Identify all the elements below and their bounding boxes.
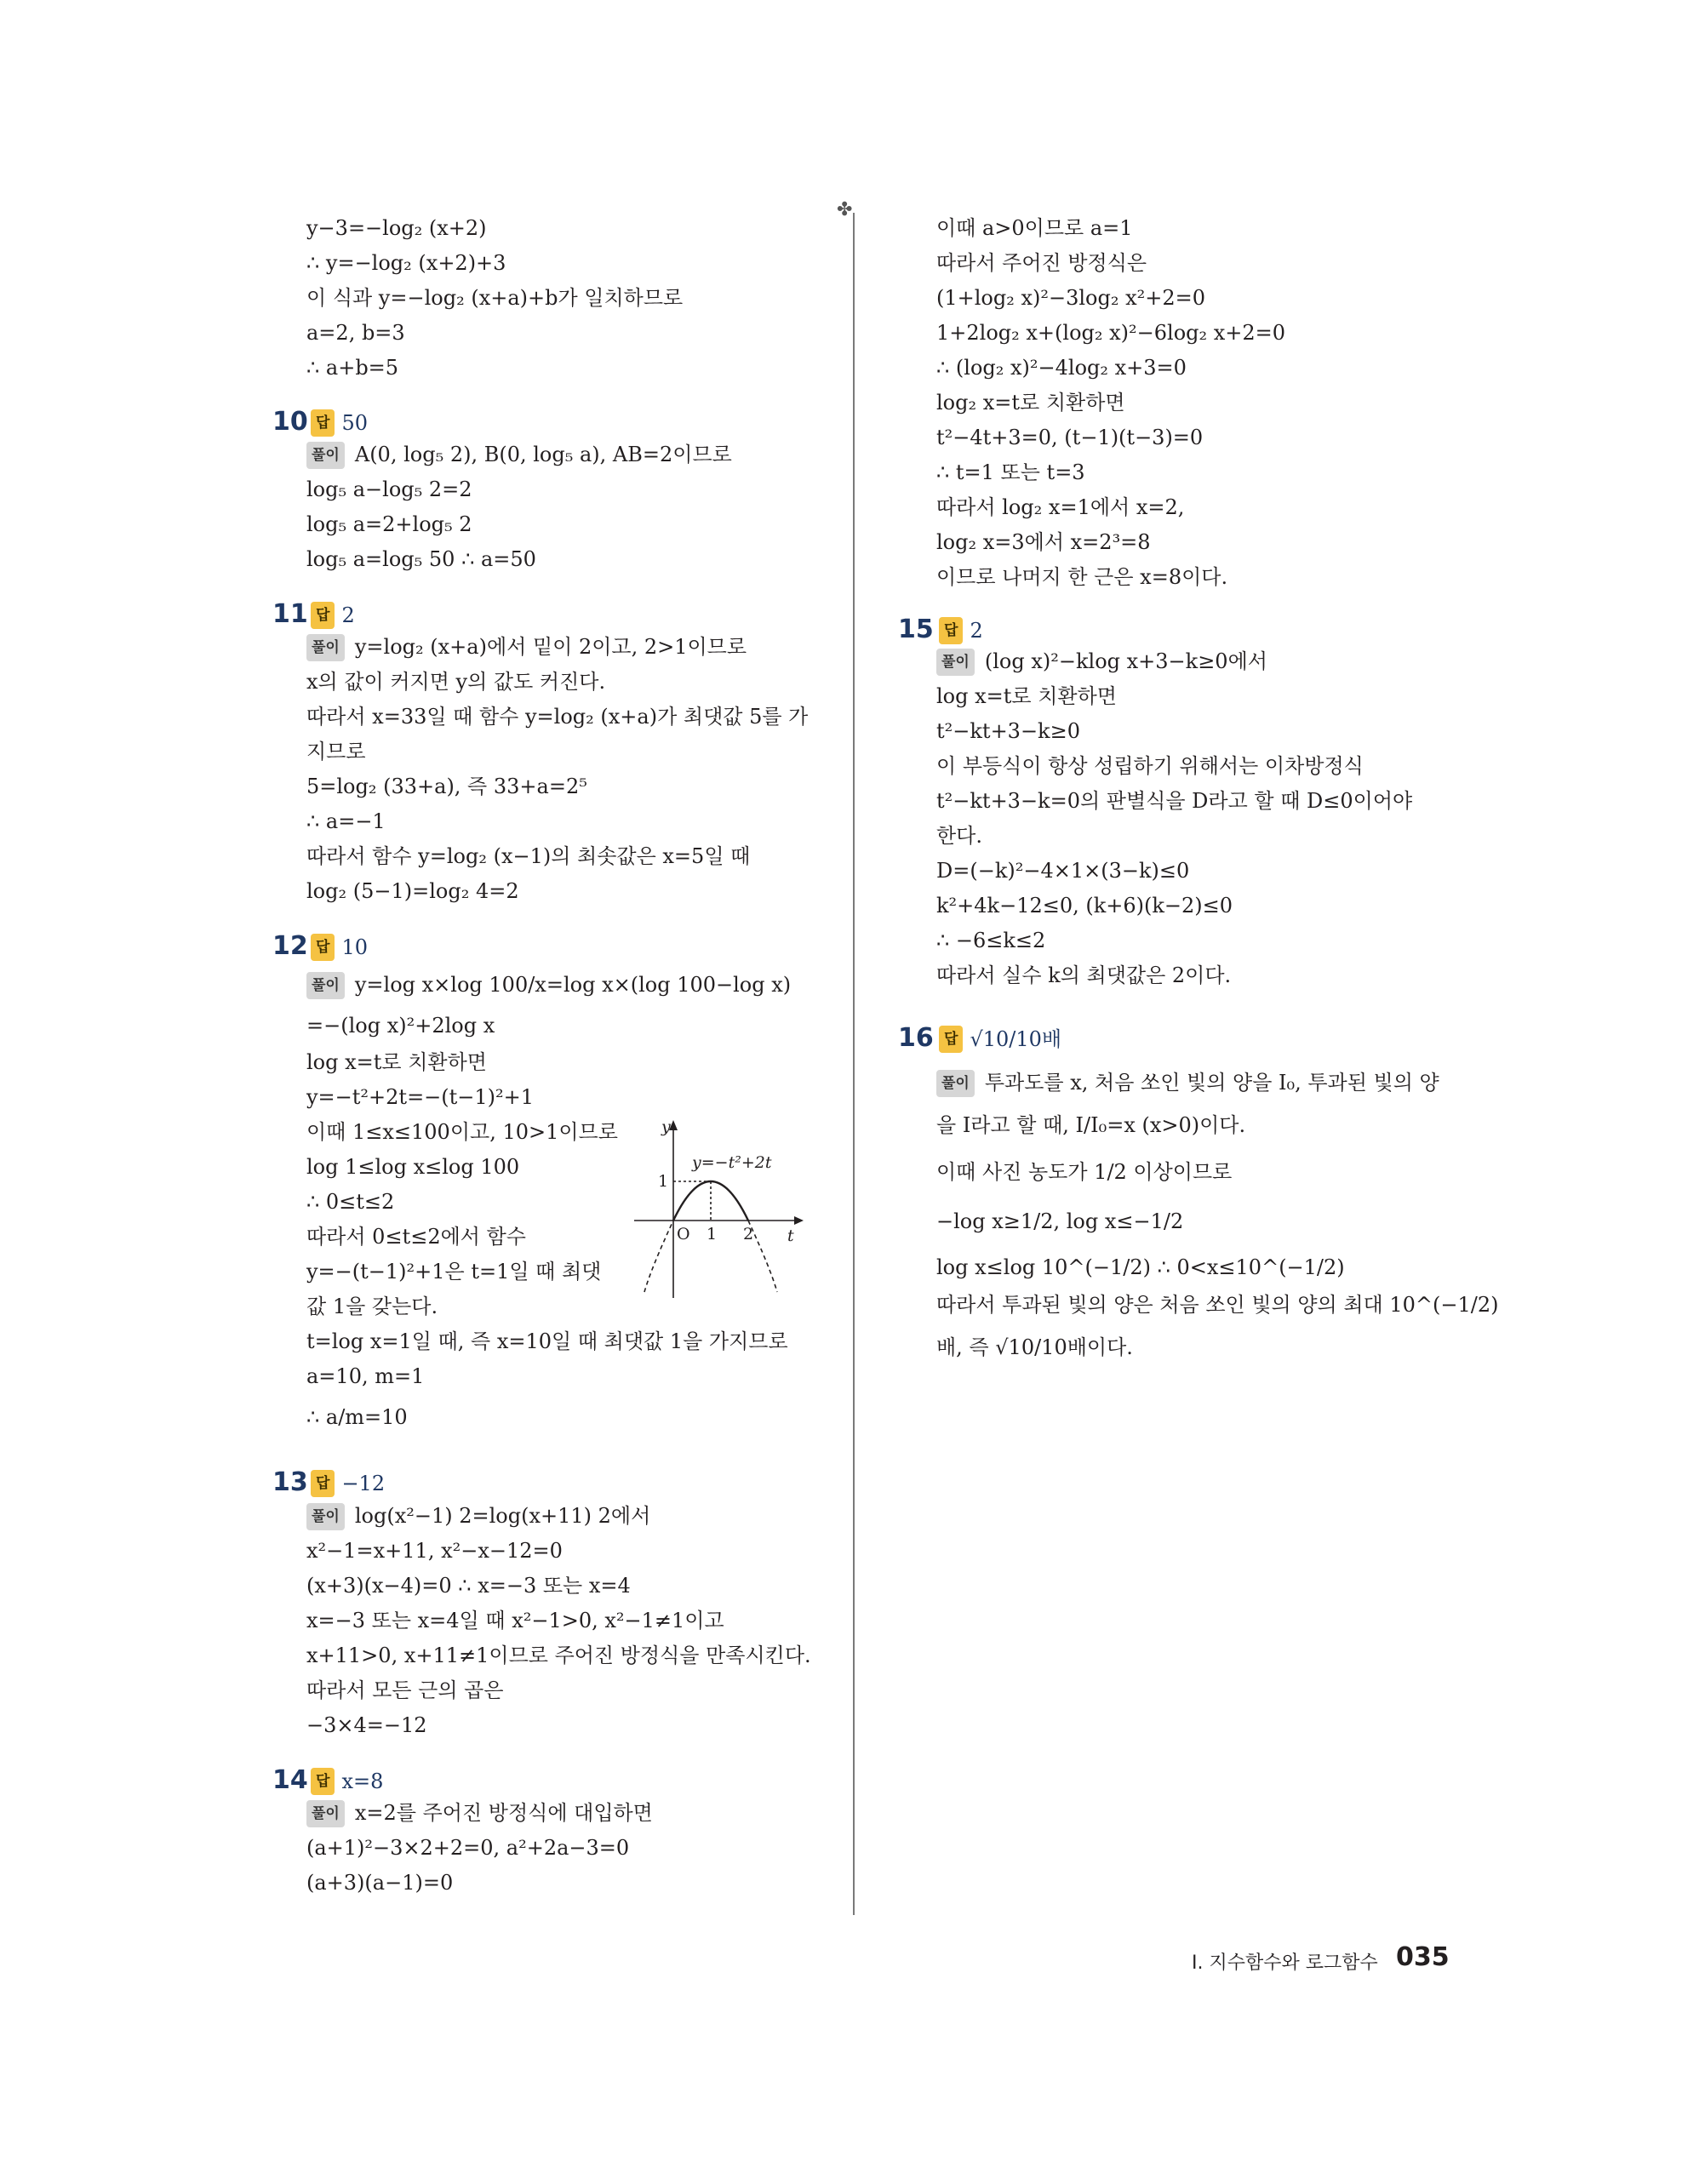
solution-line [306, 442, 732, 469]
text-line: (a+1)²−3×2+2=0, a²+2a−3=0 [306, 1836, 630, 1860]
text-line: a=10, m=1 [306, 1364, 425, 1388]
text-line: log₅ a−log₅ 2=2 [306, 477, 472, 501]
text-line: ∴ a=−1 [306, 809, 386, 833]
text-line: log x=t로 치환하면 [306, 1050, 487, 1074]
answer-line [311, 1470, 385, 1497]
solution-line [936, 1070, 1439, 1097]
text-line: a=2, b=3 [306, 321, 405, 345]
answer-line [311, 934, 368, 961]
text-line: 이므로 나머지 한 근은 x=8이다. [936, 565, 1228, 589]
parabola-graph [634, 1115, 804, 1311]
text-line: 따라서 함수 y=log₂ (x−1)의 최솟값은 x=5일 때 [306, 844, 751, 868]
text-line: t=log x=1일 때, 즉 x=10일 때 최댓값 1을 가지므로 [306, 1329, 788, 1353]
text-line: ∴ (log₂ x)²−4log₂ x+3=0 [936, 356, 1187, 380]
text-line: log₅ a=2+log₅ 2 [306, 512, 472, 536]
text-line: 이때 1≤x≤100이고, 10>1이므로 [306, 1120, 618, 1144]
text-line: log₂ x=t로 치환하면 [936, 391, 1125, 415]
text-line: x+11>0, x+11≠1이므로 주어진 방정식을 만족시킨다. [306, 1644, 811, 1667]
solution-badge: 풀이 [306, 1800, 345, 1827]
text-line: 이때 a>0이므로 a=1 [936, 216, 1133, 240]
text-line: t²−4t+3=0, (t−1)(t−3)=0 [936, 426, 1204, 449]
answer-line [311, 602, 355, 629]
text-line: t²−kt+3−k≥0 [936, 719, 1080, 743]
solution-badge: 풀이 [306, 972, 345, 999]
curve-label: y=−t²+2t [692, 1153, 772, 1172]
text-line: ∴ y=−log₂ (x+2)+3 [306, 251, 506, 275]
problem-number: 14 [272, 1765, 308, 1795]
text-line: log₂ x=3에서 x=2³=8 [936, 530, 1151, 554]
column-divider [853, 213, 855, 1915]
answer-badge: 답 [939, 1026, 963, 1053]
text-line: x²−1=x+11, x²−x−12=0 [306, 1539, 563, 1563]
text-line: 이때 사진 농도가 1/2 이상이므로 [936, 1160, 1233, 1184]
solution-badge: 풀이 [306, 1503, 345, 1530]
text-line: ∴ −6≤k≤2 [936, 929, 1046, 952]
solution-text: x=2를 주어진 방정식에 대입하면 [354, 1801, 653, 1825]
text-line: t²−kt+3−k=0의 판별식을 D라고 할 때 D≤0이어야 [936, 789, 1413, 813]
text-line: D=(−k)²−4×1×(3−k)≤0 [936, 859, 1190, 883]
problem-number: 15 [898, 615, 934, 644]
text-line: ∴ a+b=5 [306, 356, 399, 380]
solution-text: A(0, log₅ 2), B(0, log₅ a), AB=2이므로 [354, 443, 732, 466]
t-axis-label: t [787, 1226, 794, 1245]
solution-badge: 풀이 [936, 1070, 975, 1097]
text-line: (a+3)(a−1)=0 [306, 1871, 454, 1895]
solution-line [306, 972, 791, 999]
answer-value: −12 [341, 1472, 386, 1495]
text-line: 이 부등식이 항상 성립하기 위해서는 이차방정식 [936, 754, 1364, 778]
text-line: 따라서 x=33일 때 함수 y=log₂ (x+a)가 최댓값 5를 가 [306, 705, 809, 729]
text-line: log 1≤log x≤log 100 [306, 1155, 520, 1179]
text-line: y=−(t−1)²+1은 t=1일 때 최댓 [306, 1260, 602, 1284]
text-line: 배, 즉 √10/10배이다. [936, 1335, 1133, 1359]
answer-value: 10 [341, 935, 368, 959]
text-line: x의 값이 커지면 y의 값도 커진다. [306, 670, 606, 694]
text-line: −3×4=−12 [306, 1713, 427, 1737]
text-line: ∴ t=1 또는 t=3 [936, 460, 1085, 484]
text-line: 1+2log₂ x+(log₂ x)²−6log₂ x+2=0 [936, 321, 1286, 345]
solution-line [936, 649, 1267, 676]
problem-number: 11 [272, 599, 308, 629]
solution-badge: 풀이 [306, 442, 345, 469]
text-line: 따라서 주어진 방정식은 [936, 251, 1147, 275]
answer-line [311, 1768, 383, 1795]
y-axis-label: y [661, 1118, 671, 1136]
text-line: log₂ (5−1)=log₂ 4=2 [306, 879, 519, 903]
text-line: (x+3)(x−4)=0 ∴ x=−3 또는 x=4 [306, 1574, 631, 1598]
text-line: log₅ a=log₅ 50 ∴ a=50 [306, 547, 536, 571]
answer-badge: 답 [311, 409, 335, 437]
text-line: 따라서 투과된 빛의 양은 처음 쏘인 빛의 양의 최대 10^(−1/2) [936, 1293, 1499, 1317]
text-line: log x≤log 10^(−1/2) ∴ 0<x≤10^(−1/2) [936, 1255, 1345, 1279]
y-tick-label-1: 1 [658, 1172, 669, 1191]
problem-number: 16 [898, 1023, 934, 1053]
answer-line [311, 409, 368, 437]
divider-ornament: ✤ [837, 199, 853, 220]
answer-badge: 답 [311, 602, 335, 629]
solution-text: 투과도를 x, 처음 쏘인 빛의 양을 I₀, 투과된 빛의 양 [984, 1071, 1439, 1095]
text-line: 이 식과 y=−log₂ (x+a)+b가 일치하므로 [306, 286, 684, 310]
solution-text: (log x)²−klog x+3−k≥0에서 [984, 649, 1267, 673]
answer-value: 2 [970, 619, 983, 643]
text-line: 따라서 0≤t≤2에서 함수 [306, 1225, 526, 1249]
text-line: ∴ 0≤t≤2 [306, 1190, 395, 1214]
text-line: log x=t로 치환하면 [936, 684, 1117, 708]
answer-value: √10/10배 [970, 1027, 1062, 1051]
text-line: 지므로 [306, 740, 366, 763]
solution-line [306, 1503, 650, 1530]
solution-text: log(x²−1) 2=log(x+11) 2에서 [354, 1504, 651, 1528]
solution-badge: 풀이 [306, 634, 345, 661]
parabola-curve-dashed-left [644, 1221, 673, 1292]
origin-label: O [677, 1225, 690, 1244]
problem-number: 12 [272, 931, 308, 961]
answer-badge: 답 [311, 934, 335, 961]
text-line: −log x≥1/2, log x≤−1/2 [936, 1209, 1184, 1233]
text-line: 을 I라고 할 때, I/I₀=x (x>0)이다. [936, 1113, 1246, 1137]
solution-badge: 풀이 [936, 649, 975, 676]
solution-text: y=log₂ (x+a)에서 밑이 2이고, 2>1이므로 [354, 635, 747, 659]
text-line: 5=log₂ (33+a), 즉 33+a=2⁵ [306, 775, 587, 798]
answer-line [939, 617, 983, 644]
t-axis-arrow [794, 1216, 804, 1225]
answer-badge: 답 [311, 1470, 335, 1497]
problem-number: 13 [272, 1467, 308, 1497]
text-line: 따라서 실수 k의 최댓값은 2이다. [936, 963, 1232, 987]
solution-text: y=log x×log 100/x=log x×(log 100−log x) [354, 973, 792, 997]
chapter-title: Ⅰ. 지수함수와 로그함수 [1192, 1952, 1378, 1974]
answer-badge: 답 [311, 1768, 335, 1795]
text-line: 따라서 모든 근의 곱은 [306, 1678, 504, 1702]
answer-line [939, 1026, 1061, 1053]
tick-label-1: 1 [707, 1225, 718, 1244]
text-line: x=−3 또는 x=4일 때 x²−1>0, x²−1≠1이고 [306, 1609, 724, 1632]
problem-number: 10 [272, 407, 308, 437]
answer-value: 50 [341, 411, 368, 435]
text-line: k²+4k−12≤0, (k+6)(k−2)≤0 [936, 894, 1233, 918]
solution-line [306, 1800, 653, 1827]
solution-line [306, 634, 747, 661]
answer-value: x=8 [341, 1769, 384, 1793]
answer-badge: 답 [939, 617, 963, 644]
text-line: 따라서 log₂ x=1에서 x=2, [936, 495, 1185, 519]
text-line: 한다. [936, 824, 982, 848]
text-line: ∴ a/m=10 [306, 1405, 408, 1429]
text-line: (1+log₂ x)²−3log₂ x²+2=0 [936, 286, 1206, 310]
text-line: 값 1을 갖는다. [306, 1295, 438, 1318]
text-line: y=−t²+2t=−(t−1)²+1 [306, 1085, 535, 1109]
tick-label-2: 2 [743, 1225, 754, 1244]
text-line: =−(log x)²+2log x [306, 1014, 495, 1038]
answer-value: 2 [341, 603, 355, 627]
page-number: 035 [1396, 1942, 1450, 1972]
text-line: y−3=−log₂ (x+2) [306, 216, 487, 240]
